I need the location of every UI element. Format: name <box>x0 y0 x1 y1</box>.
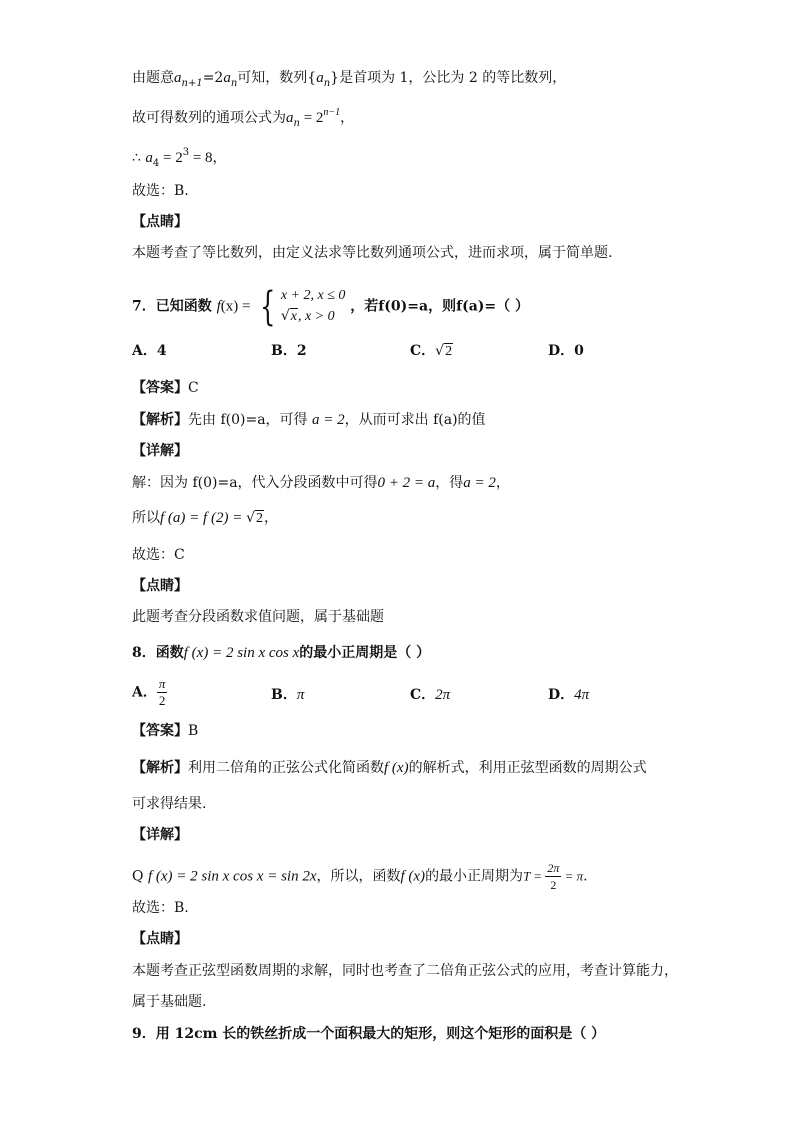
q6-selection: 故选：B. <box>132 183 189 199</box>
q8-analysis: 【解析】利用二倍角的正弦公式化简函数f (x)的解析式，利用正弦型函数的周期公式 <box>132 760 647 776</box>
q8-option-c: C．2π <box>410 687 451 703</box>
q7-answer: 【答案】C <box>132 380 199 396</box>
q8-analysis-cont: 可求得结果. <box>132 796 207 812</box>
q6-line-1: 由题意$a_{n+1}=2a_n$可知，数列$\{a_n\}$是首项为 1，公比为 2 的等比数列， <box>132 70 567 89</box>
q6-note: 本题考查了等比数列，由定义法求等比数列通项公式，进而求项，属于简单题. <box>132 245 613 261</box>
q8-option-b: B．π <box>271 687 305 703</box>
q7-option-b: B．2 <box>271 343 307 359</box>
q8-solution: Q f (x) = 2 sin x cos x = sin 2x，所以，函数f (x)的最小正周期为T = $\frac{2\pi}{2}$ = π. <box>132 861 588 892</box>
q7-option-d: D．0 <box>548 343 584 359</box>
q8-stem: 8．函数f (x) = 2 sin x cos x的最小正周期是（ ） <box>132 645 431 661</box>
q8-option-a: A． $\frac{\pi}{2}$ <box>132 676 166 708</box>
q7-solution-2: 所以f (a) = f (2) = √2， <box>132 510 278 526</box>
q7-note-label: 【点睛】 <box>132 578 188 594</box>
q7-selection: 故选：C <box>132 547 185 563</box>
q6-note-label: 【点睛】 <box>132 214 188 230</box>
q8-detail-label: 【详解】 <box>132 827 188 843</box>
q8-note-label: 【点睛】 <box>132 931 188 947</box>
q7-solution-1: 解：因为 f(0)=a，代入分段函数中可得0 + 2 = a，得a = 2， <box>132 475 510 491</box>
q7-detail-label: 【详解】 <box>132 443 188 459</box>
q9-stem: 9．用 12cm 长的铁丝折成一个面积最大的矩形，则这个矩形的面积是（ ） <box>132 1026 606 1042</box>
q7-analysis: 【解析】先由 f(0)=a，可得 a = 2，从而可求出 f(a)的值 <box>132 412 486 428</box>
q6-line-2: 故可得数列的通项公式为$a_n = 2^{n-1}$， <box>132 107 355 129</box>
q8-note-1: 本题考查正弦型函数周期的求解，同时也考查了二倍角正弦公式的应用，考查计算能力， <box>132 963 678 979</box>
q8-selection: 故选：B. <box>132 900 189 916</box>
q8-option-d: D．4π <box>548 687 590 703</box>
q7-note: 此题考查分段函数求值问题，属于基础题 <box>132 609 384 625</box>
q8-note-2: 属于基础题. <box>132 994 207 1010</box>
q8-answer: 【答案】B <box>132 723 199 739</box>
q7-option-a: A．4 <box>132 343 167 359</box>
q6-line-3: ∴ $a_4 = 2^3 = 8$， <box>132 147 227 169</box>
q7-option-c: C．√2 <box>410 343 453 359</box>
q7-stem: 7．已知函数 f(x) = { x + 2, x ≤ 0 √x, x > 0 ，若f(0)=a，则f(a)=（ ） <box>132 283 530 330</box>
